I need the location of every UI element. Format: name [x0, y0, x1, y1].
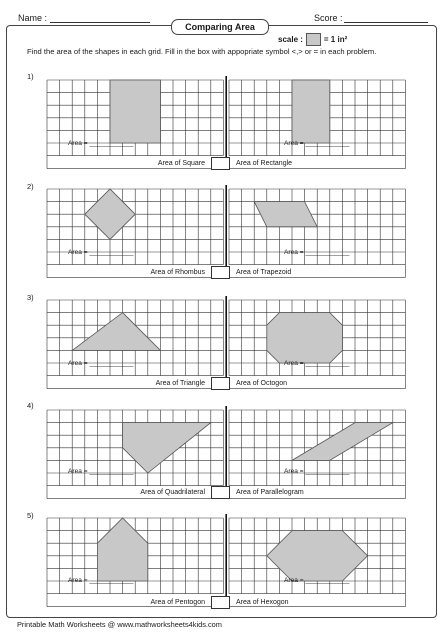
right-shape-label: Area of Rectangle: [236, 160, 293, 167]
left-shape-label: Area of Triangle: [155, 380, 205, 387]
problem-number: 3): [27, 293, 34, 302]
comparison-answer-box[interactable]: [211, 596, 230, 609]
area-answer-left[interactable]: Area = ____________: [68, 249, 134, 256]
area-answer-left[interactable]: Area = ____________: [68, 360, 134, 367]
area-answer-right[interactable]: Area = ____________: [284, 360, 350, 367]
area-answer-right[interactable]: Area = ____________: [284, 577, 350, 584]
right-shape-label: Area of Trapezoid: [236, 269, 292, 276]
problem-number: 4): [27, 401, 34, 410]
comparison-row: [0, 157, 441, 170]
comparison-answer-box[interactable]: [211, 157, 230, 170]
area-answer-right[interactable]: Area = ____________: [284, 249, 350, 256]
problem-number: 5): [27, 511, 34, 520]
comparison-row: [0, 266, 441, 279]
right-shape: [267, 531, 368, 581]
area-answer-left[interactable]: Area = ____________: [68, 577, 134, 584]
right-shape: [267, 313, 343, 363]
right-shape: [254, 202, 317, 227]
score-label: Score :: [314, 13, 343, 23]
area-answer-right[interactable]: Area = ____________: [284, 140, 350, 147]
page-title: Comparing Area: [171, 19, 269, 35]
left-shape-label: Area of Quadrilateral: [140, 489, 205, 496]
area-answer-left[interactable]: Area = ____________: [68, 468, 134, 475]
comparison-row: [0, 596, 441, 609]
left-shape: [97, 518, 147, 581]
right-shape-label: Area of Parallelogram: [236, 489, 304, 496]
comparison-answer-box[interactable]: [211, 266, 230, 279]
scale-value: = 1 in²: [323, 35, 348, 44]
name-label: Name :: [18, 13, 48, 23]
left-shape: [85, 189, 135, 239]
comparison-answer-box[interactable]: [211, 486, 230, 499]
scale-label: scale :: [278, 35, 303, 44]
right-shape: [292, 80, 330, 143]
left-shape: [110, 80, 160, 143]
problem-number: 1): [27, 72, 34, 81]
instructions: Find the area of the shapes in each grid. Fill in the box with appopriate symbol <,> or = in each problem.: [27, 47, 377, 56]
right-shape-label: Area of Octogon: [236, 380, 287, 387]
left-shape: [72, 313, 160, 351]
comparison-row: [0, 377, 441, 390]
left-shape-label: Area of Rhombus: [150, 269, 205, 276]
area-answer-right[interactable]: Area = ____________: [284, 468, 350, 475]
footer-credit: Printable Math Worksheets @ www.mathworksheets4kids.com: [17, 620, 222, 629]
left-shape-label: Area of Square: [157, 160, 205, 167]
area-answer-left[interactable]: Area = ____________: [68, 140, 134, 147]
problem-number: 2): [27, 182, 34, 191]
right-shape-label: Area of Hexogon: [236, 599, 289, 606]
comparison-answer-box[interactable]: [211, 377, 230, 390]
left-shape-label: Area of Pentogon: [150, 599, 205, 606]
comparison-row: [0, 486, 441, 499]
